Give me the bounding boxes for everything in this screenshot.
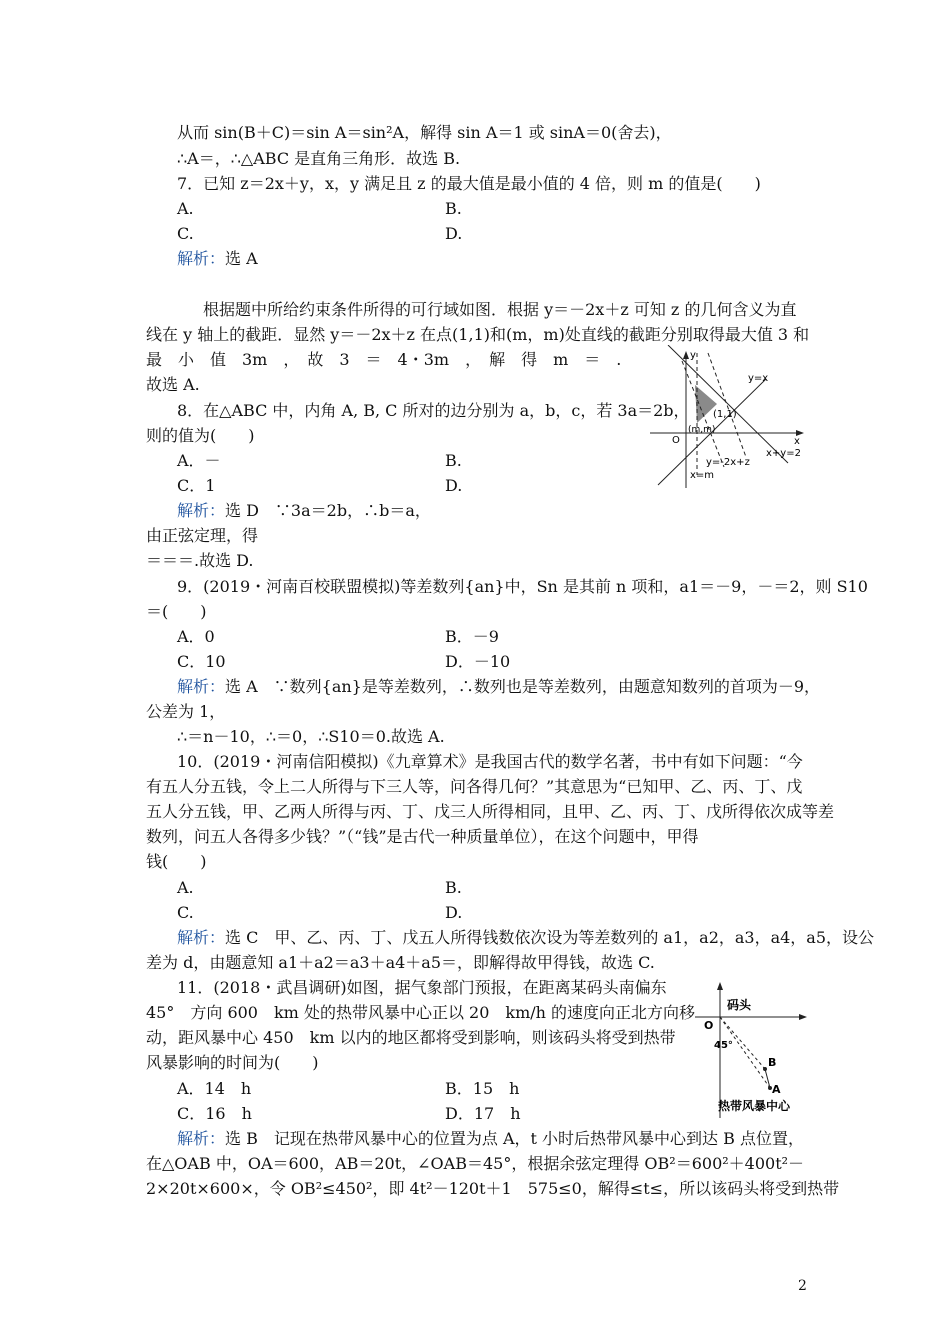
text-line: 线在 y 轴上的截距．显然 y＝－2x＋z 在点(1,1)和(m，m)处直线的截距分别取得最大值 3 和: [146, 325, 810, 344]
question-7: 7．已知 z＝2x＋y，x，y 满足且 z 的最大值是最小值的 4 倍，则 m 的值是( ): [177, 174, 761, 193]
option-a: A．14 h: [177, 1079, 252, 1098]
label-point-11: (1,1): [713, 409, 737, 420]
question-11-cont: 动，距风暴中心 450 km 以内的地区都将受到影响，则该码头将受到热带: [146, 1028, 676, 1047]
axis-label-y: y: [690, 350, 696, 361]
label-x-eq-m: x=m: [690, 470, 715, 481]
label-a: A: [772, 1083, 781, 1096]
option-c: C.: [177, 903, 194, 922]
question-11-cont: 45° 方向 600 km 处的热带风暴中心正以 20 km/h 的速度向正北方向移: [146, 1003, 696, 1022]
question-10-cont: 数列，问五人各得多少钱？”（“钱”是古代一种质量单位），在这个问题中，甲得: [146, 827, 699, 846]
answer-line: [177, 246, 258, 271]
text-line: 2×20t×600×，令 OB²≤450²，即 4t²－120t＋1 575≤0，解得≤t≤，所以该码头将受到热带: [146, 1179, 840, 1198]
option-c: C．1: [177, 476, 216, 495]
text-line: 从而 sin(B＋C)＝sin A＝sin²A，解得 sin A＝1 或 sinA＝0(舍去)，: [177, 123, 672, 142]
label-y-eq-x: y=x: [748, 373, 769, 384]
label-wharf: 码头: [727, 998, 752, 1012]
analysis-label: 解析：: [177, 249, 226, 268]
answer-text: 选 D ∵3a＝2b，∴b＝a，: [225, 501, 431, 520]
line-a-to-b: [765, 1069, 770, 1088]
analysis-label: 解析：: [177, 928, 226, 947]
option-a: A．0: [177, 627, 215, 646]
axis-label-x: x: [794, 436, 800, 447]
text-line: ∴A＝，∴△ABC 是直角三角形．故选 B.: [177, 149, 461, 168]
question-8: 8．在△ABC 中，内角 A, B, C 所对的边分别为 a，b，c，若 3a＝2b，: [177, 401, 690, 420]
option-a: A.: [177, 878, 194, 897]
question-10: 10．(2019・河南信阳模拟)《九章算术》是我国古代的数学名著，书中有如下问题：“今: [177, 752, 803, 771]
answer-line: [177, 498, 431, 523]
question-10-cont: 钱( ): [146, 852, 207, 871]
option-d: D.: [445, 476, 463, 495]
option-d: D.: [445, 224, 463, 243]
analysis-label: 解析：: [177, 1129, 226, 1148]
answer-text: 选 A: [225, 249, 258, 268]
option-b: B．－9: [445, 627, 499, 646]
option-a: A.: [177, 199, 194, 218]
question-9: 9．(2019・河南百校联盟模拟)等差数列{an}中，Sn 是其前 n 项和，a1＝－9，－＝2，则 S10: [177, 577, 868, 596]
option-b: B.: [445, 878, 462, 897]
option-a: A．－: [177, 451, 221, 470]
text-line: 由正弦定理，得: [146, 526, 259, 545]
point-b: [763, 1067, 767, 1071]
option-c: C.: [177, 224, 194, 243]
option-d: D．－10: [445, 652, 511, 671]
y-axis-arrow: [683, 351, 689, 359]
answer-line: [177, 925, 874, 950]
label-o: O: [704, 1019, 714, 1032]
north-axis-arrow: [717, 982, 723, 990]
question-11: 11．(2018・武昌调研)如图，据气象部门预报，在距离某码头南偏东: [177, 978, 667, 997]
origin-label: O: [672, 435, 680, 446]
question-11-cont: 风暴影响的时间为( ): [146, 1053, 319, 1072]
label-storm-center: 热带风暴中心: [718, 1099, 791, 1113]
text-line: 故选 A.: [146, 375, 200, 394]
text-line: 公差为 1，: [146, 702, 226, 721]
analysis-label: 解析：: [177, 677, 226, 696]
option-c: C．10: [177, 652, 226, 671]
label-x-plus-y-eq-2: x+y=2: [766, 448, 801, 459]
question-9-cont: ＝( ): [146, 602, 207, 621]
label-angle: 45°: [714, 1040, 733, 1051]
option-b: B.: [445, 451, 462, 470]
page-number: 2: [798, 1278, 807, 1294]
east-axis-arrow: [799, 1014, 807, 1020]
label-b: B: [768, 1056, 777, 1069]
option-c: C．16 h: [177, 1104, 252, 1123]
analysis-label: 解析：: [177, 501, 226, 520]
answer-text: 选 C 甲、乙、丙、丁、戊五人所得钱数依次设为等差数列的 a1，a2，a3，a4，a5，设公: [225, 928, 875, 947]
option-d: D．17 h: [445, 1104, 521, 1123]
text-line: ∴＝n－10，∴＝0，∴S10＝0.故选 A.: [177, 727, 445, 746]
option-b: B．15 h: [445, 1079, 520, 1098]
text-line: 最 小 值 3m ， 故 3 ＝ 4・3m ， 解 得 m ＝ .: [146, 350, 622, 369]
question-8-cont: 则的值为( ): [146, 426, 255, 445]
option-b: B.: [445, 199, 462, 218]
answer-text: 选 A ∵数列{an}是等差数列，∴数列也是等差数列，由题意知数列的首项为－9，: [225, 677, 821, 696]
answer-text: 选 B 记现在热带风暴中心的位置为点 A，t 小时后热带风暴中心到达 B 点位置，: [225, 1129, 804, 1148]
question-10-cont: 五人分五钱，甲、乙两人所得与丙、丁、戊三人所得相同，且甲、乙、丙、丁、戊所得依次成等差: [146, 802, 835, 821]
label-y-eq-neg2x-plus-z: y=-2x+z: [706, 457, 750, 468]
line-o-to-a: [720, 1017, 770, 1088]
text-line: 根据题中所给约束条件所得的可行域如图．根据 y＝－2x＋z 可知 z 的几何含义为直: [203, 300, 797, 319]
storm-figure: [693, 978, 823, 1130]
text-line: 在△OAB 中，OA＝600，AB＝20t，∠OAB＝45°，根据余弦定理得 OB²＝600²＋400t²－: [146, 1154, 805, 1173]
option-d: D.: [445, 903, 463, 922]
answer-line: [177, 674, 820, 699]
text-line: 差为 d，由题意知 a1＋a2＝a3＋a4＋a5＝，即解得故甲得钱，故选 C.: [146, 953, 655, 972]
text-line: ＝＝＝.故选 D.: [146, 551, 254, 570]
label-point-mm: (m,m): [688, 425, 716, 435]
question-10-cont: 有五人分五钱，令上二人所得与下三人等，问各得几何？”其意思为“已知甲、乙、丙、丁、戊: [146, 777, 803, 796]
